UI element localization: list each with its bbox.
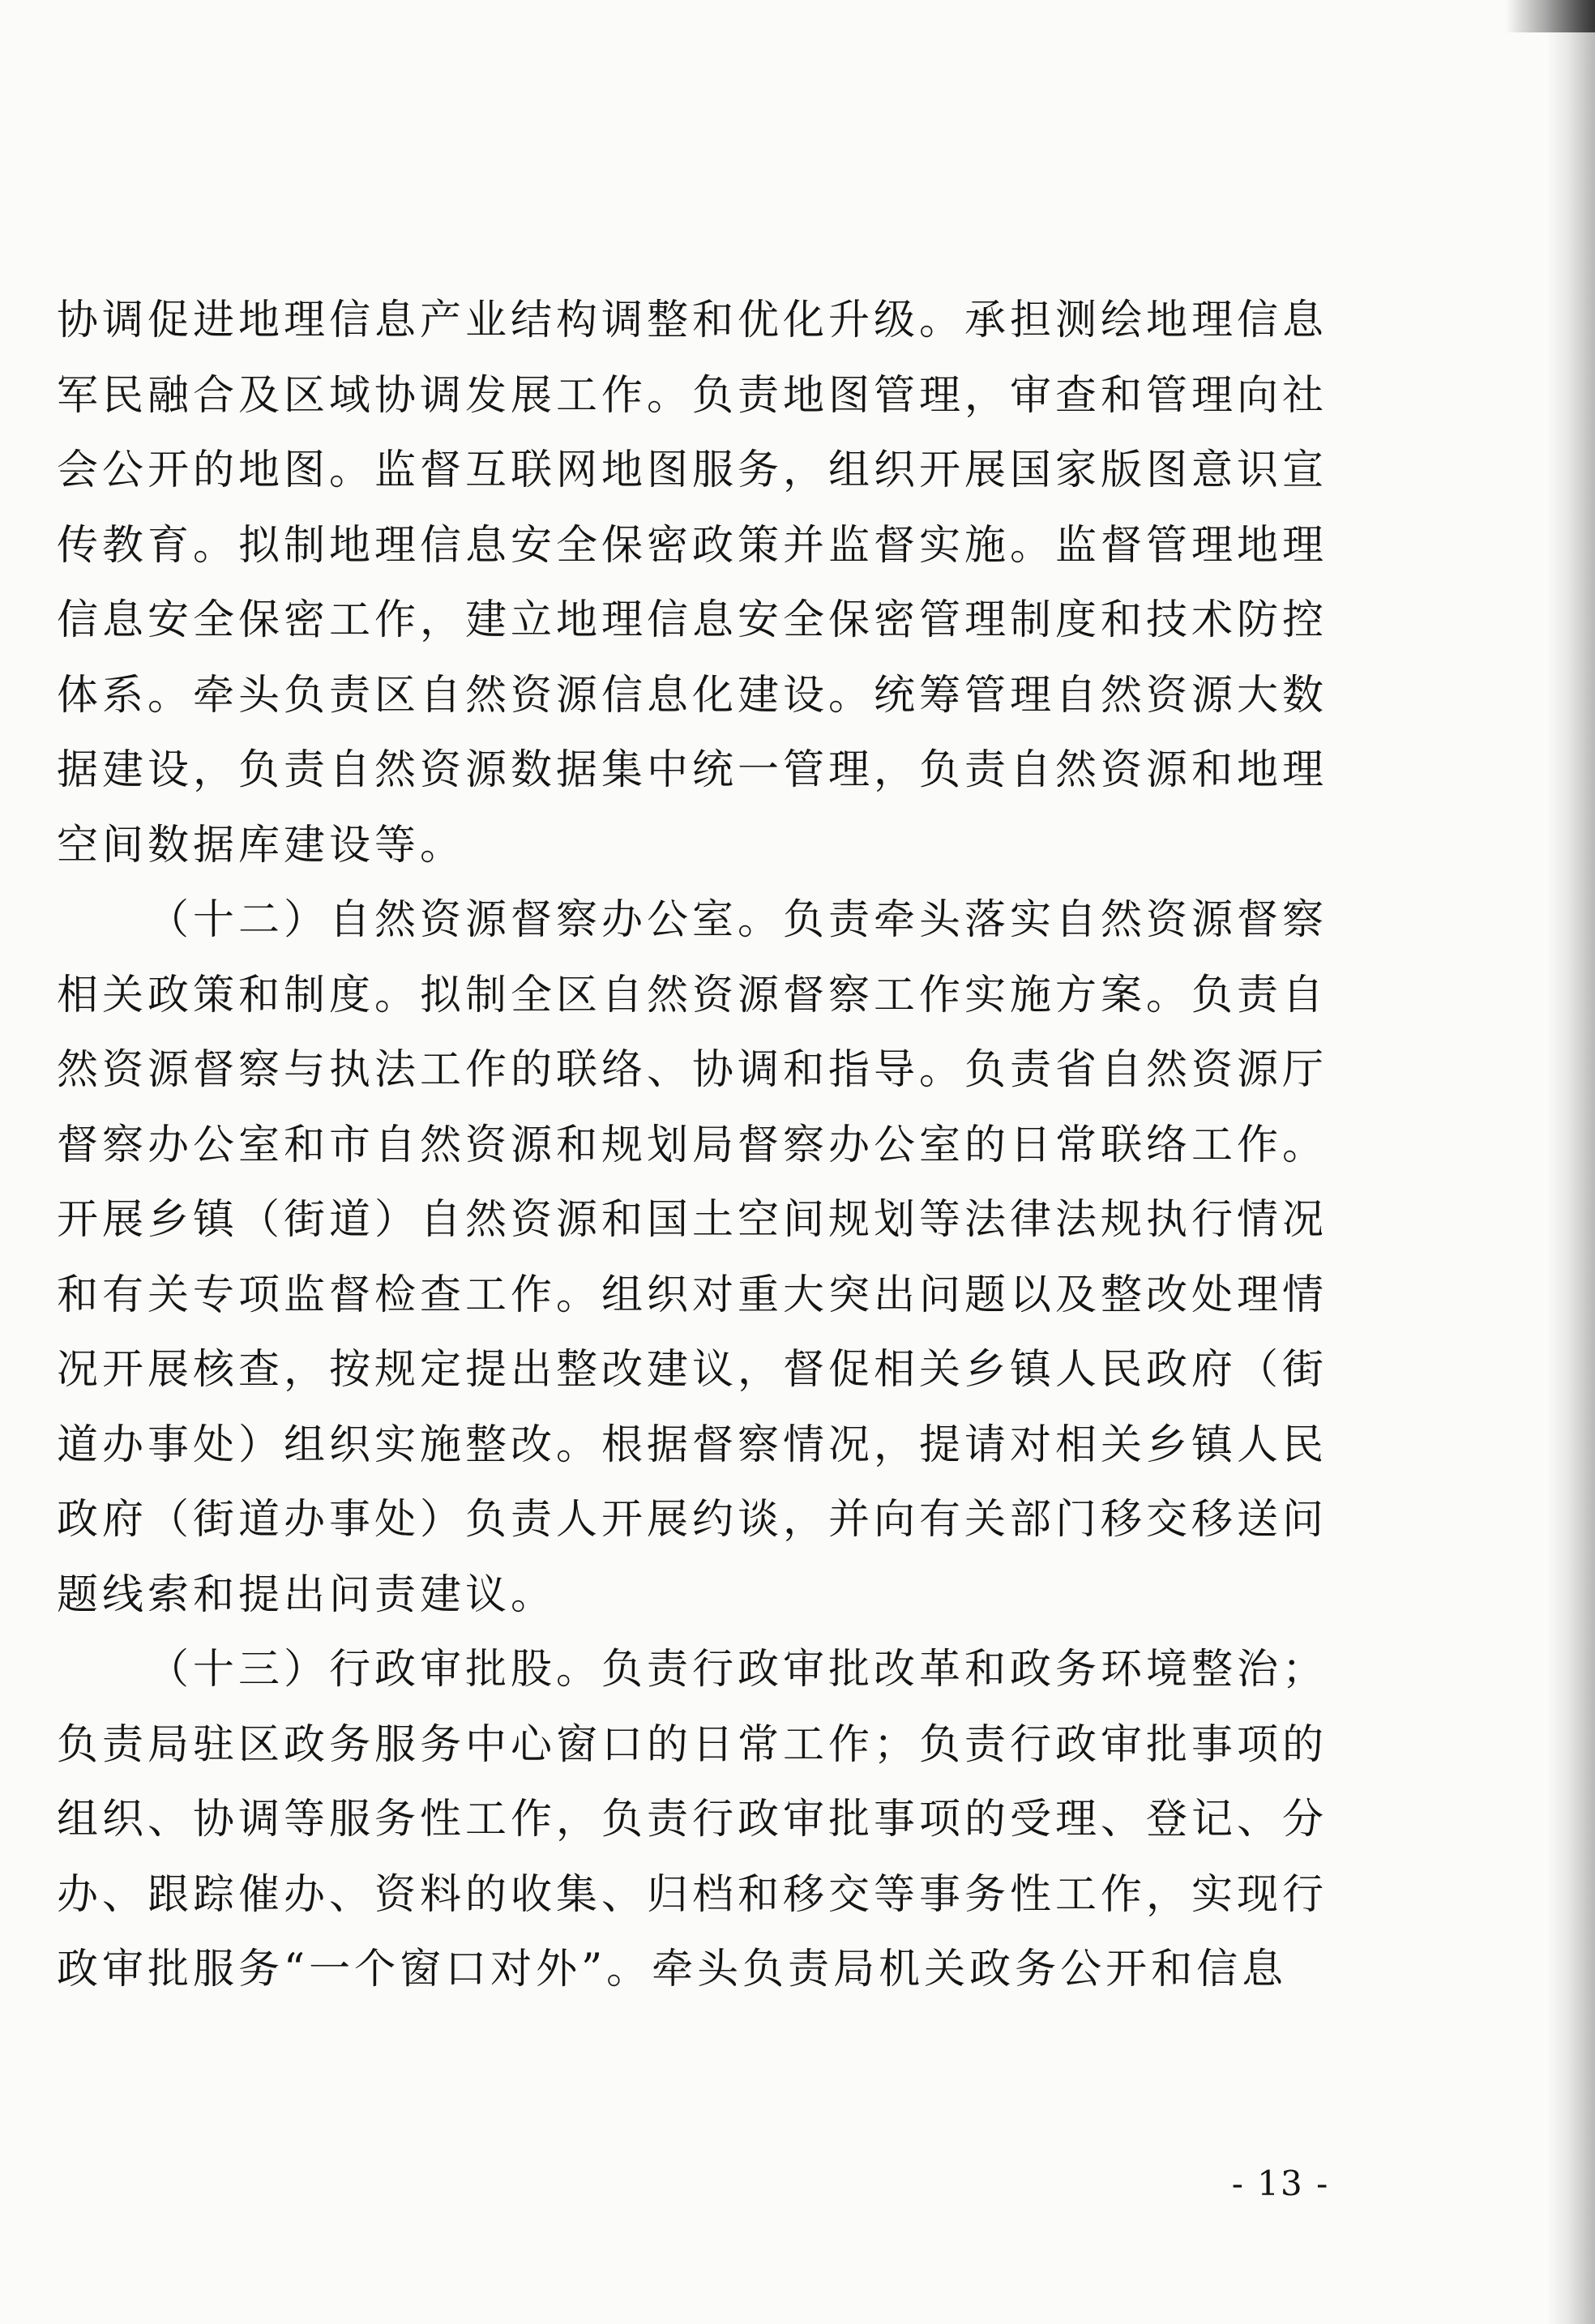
text-line: 体系。牵头负责区自然资源信息化建设。统筹管理自然资源大数 [57,671,1328,720]
text-line: 然资源督察与执法工作的联络、协调和指导。负责省自然资源厅 [57,1046,1328,1094]
text-line: 况开展核查，按规定提出整改建议，督促相关乡镇人民政府（街 [57,1346,1328,1394]
text-line: 督察办公室和市自然资源和规划局督察办公室的日常联络工作。 [57,1121,1328,1169]
text-line: 负责局驻区政务服务中心窗口的日常工作；负责行政审批事项的 [57,1720,1328,1769]
text-line: 会公开的地图。监督互联网地图服务，组织开展国家版图意识宣 [57,446,1328,494]
text-line: 组织、协调等服务性工作，负责行政审批事项的受理、登记、分 [57,1796,1328,1843]
text-line: 空间数据库建设等。 [57,821,466,869]
text-line: 相关政策和制度。拟制全区自然资源督察工作实施方案。负责自 [57,971,1328,1019]
paragraph-start-line: （十二）自然资源督察办公室。负责牵头落实自然资源督察 [148,896,1328,944]
page-number: - 13 - [1231,2164,1330,2203]
text-line: 办、跟踪催办、资料的收集、归档和移交等事务性工作，实现行 [57,1870,1328,1919]
text-line: 传教育。拟制地理信息安全保密政策并监督实施。监督管理地理 [57,521,1328,570]
scan-corner-shadow [1506,0,1595,32]
text-line: 和有关专项监督检查工作。组织对重大突出问题以及整改处理情 [57,1271,1328,1319]
text-line: 政府（街道办事处）负责人开展约谈，并向有关部门移交移送问 [57,1496,1328,1544]
body-text [57,284,1328,2008]
text-line: 题线索和提出问责建议。 [57,1570,557,1619]
text-line: 据建设，负责自然资源数据集中统一管理，负责自然资源和地理 [57,746,1328,794]
text-line: 军民融合及区域协调发展工作。负责地图管理，审查和管理向社 [57,371,1328,420]
paragraph-start-line: （十三）行政审批股。负责行政审批改革和政务环境整治； [148,1646,1328,1694]
text-line: 道办事处）组织实施整改。根据督察情况，提请对相关乡镇人民 [57,1420,1328,1469]
text-line: 协调促进地理信息产业结构调整和优化升级。承担测绘地理信息 [57,297,1328,344]
text-line: 政审批服务“一个窗口对外”。牵头负责局机关政务公开和信息 [57,1946,1288,1993]
text-line: 开展乡镇（街道）自然资源和国土空间规划等法律法规执行情况 [57,1196,1328,1244]
text-line: 信息安全保密工作，建立地理信息安全保密管理制度和技术防控 [57,596,1328,644]
scan-edge-shadow [1546,0,1595,2324]
